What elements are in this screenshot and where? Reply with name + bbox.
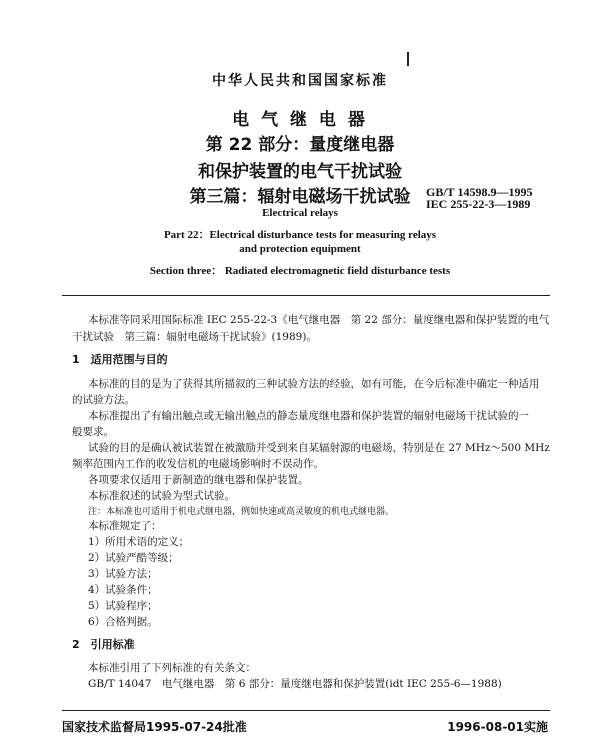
provision-item: 2）试验严酷等级； [88, 552, 179, 564]
english-title-line-2: Part 22：Electrical disturbance tests for measuring relays [163, 229, 437, 241]
section1-line-6: 频率范围内工作的收发信机的电磁场影响时不误动作。 [72, 458, 324, 470]
implementation-date: 1996-08-01实施 [447, 720, 548, 734]
title-line-2: 第 22 部分：量度继电器 [205, 135, 395, 155]
section2-intro: 本标准引用了下列标准的有关条文： [88, 662, 256, 674]
section1-line-7: 各项要求仅适用于新制造的继电器和保护装置。 [88, 474, 309, 486]
header-divider [62, 295, 550, 296]
english-title-line-3: and protection equipment [239, 243, 361, 255]
provisions-intro: 本标准规定了： [88, 520, 162, 532]
english-title-line-4: Section three： Radiated electromagnetic field disturbance tests [149, 265, 451, 277]
provision-item: 3）试验方法； [88, 568, 158, 580]
english-title-line-1: Electrical relays [262, 207, 338, 219]
section1-line-8: 本标准叙述的试验为型式试验。 [88, 490, 235, 502]
title-line-4: 第三篇：辐射电磁场干扰试验 [189, 187, 411, 207]
intro-line-1: 本标准等同采用国际标准 IEC 255-22-3《电气继电器 第 22 部分：量度继电器和保护装置的电气 [88, 314, 550, 326]
corner-mark [407, 52, 409, 66]
provision-item: 6）合格判据。 [88, 616, 158, 628]
section2-heading: 2 引用标准 [72, 638, 135, 651]
national-standard-label: 中华人民共和国国家标准 [212, 73, 388, 89]
title-line-1: 电 气 继 电 器 [232, 110, 368, 130]
section1-line-1: 本标准的目的是为了获得其所描叙的三种试验方法的经验，如有可能，在今后标准中确定一种适用 [88, 378, 540, 390]
section1-line-4: 般要求。 [72, 426, 114, 438]
standard-number-gb: GB/T 14598.9—1995 [426, 185, 533, 199]
section1-line-5: 试验的目的是确认被试装置在被激励并受到来自某辐射源的电磁场，特别是在 27 MHz～500 MHz [88, 442, 550, 454]
standard-number-iec: IEC 255-22-3—1989 [426, 197, 531, 211]
provision-item: 5）试验程序； [88, 600, 158, 612]
approval-date: 国家技术监督局1995-07-24批准 [62, 720, 247, 734]
intro-line-2: 干扰试验 第三篇：辐射电磁场干扰试验》(1989)。 [72, 331, 317, 343]
section1-line-2: 的试验方法。 [72, 394, 135, 406]
title-line-3: 和保护装置的电气干扰试验 [198, 162, 402, 182]
section1-heading: 1 适用范围与目的 [72, 353, 168, 366]
section1-line-3: 本标准提出了有输出触点或无输出触点的静态量度继电器和保护装置的辐射电磁场干扰试验的一 [88, 410, 529, 422]
provision-item: 4）试验条件； [88, 584, 158, 596]
provision-item: 1）所用术语的定义； [88, 536, 190, 548]
section2-reference: GB/T 14047 电气继电器 第 6 部分：量度继电器和保护装置(idt IEC 255-6—1988) [88, 678, 502, 690]
footer-divider [62, 710, 550, 711]
note-line: 注：本标准也可适用于机电式继电器，例如快速或高灵敏度的机电式继电器。 [88, 507, 395, 517]
